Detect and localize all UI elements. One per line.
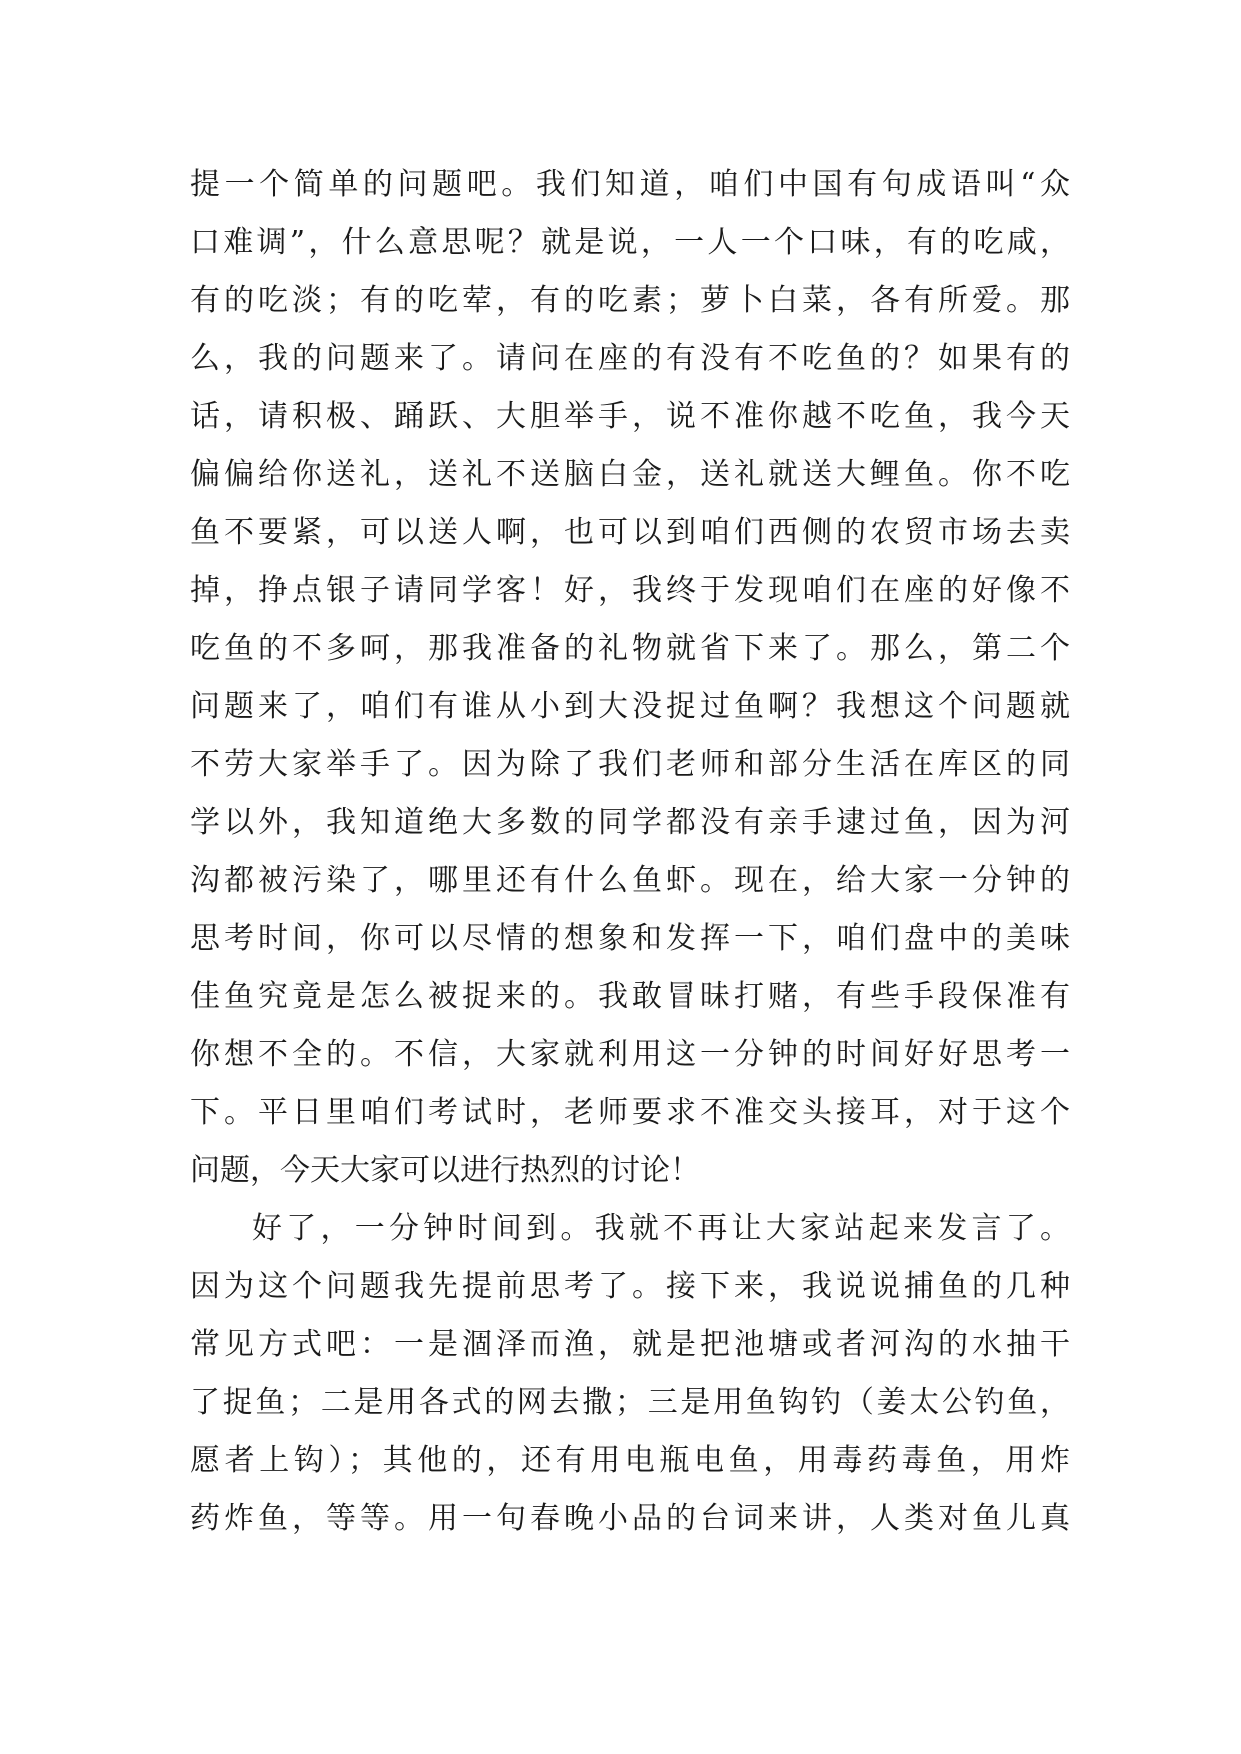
document-body [190,156,1070,1548]
text-line: 吃鱼的不多呵，那我准备的礼物就省下来了。那么，第二个 [190,631,1070,666]
text-line: 你想不全的。不信，大家就利用这一分钟的时间好好思考一 [190,1037,1070,1072]
text-line: 么，我的问题来了。请问在座的有没有不吃鱼的？如果有的 [190,341,1070,376]
text-line: 常见方式吧：一是涸泽而渔，就是把池塘或者河沟的水抽干 [190,1327,1070,1362]
text-line: 问题，今天大家可以进行热烈的讨论！ [190,1153,700,1188]
text-line: 有的吃淡；有的吃荤，有的吃素；萝卜白菜，各有所爱。那 [190,283,1070,318]
text-line: 思考时间，你可以尽情的想象和发挥一下，咱们盘中的美味 [190,921,1070,956]
paragraph [190,156,1070,1200]
text-line: 不劳大家举手了。因为除了我们老师和部分生活在库区的同 [190,747,1070,782]
text-line: 学以外，我知道绝大多数的同学都没有亲手逮过鱼，因为河 [190,805,1070,840]
paragraph [190,1200,1070,1548]
text-line: 愿者上钩）；其他的，还有用电瓶电鱼，用毒药毒鱼，用炸 [190,1443,1070,1478]
text-line: 偏偏给你送礼，送礼不送脑白金，送礼就送大鲤鱼。你不吃 [190,457,1070,492]
text-line: 鱼不要紧，可以送人啊，也可以到咱们西侧的农贸市场去卖 [190,515,1070,550]
text-line: 药炸鱼，等等。用一句春晚小品的台词来讲，人类对鱼儿真 [190,1501,1070,1536]
text-line: 下。平日里咱们考试时，老师要求不准交头接耳，对于这个 [190,1095,1070,1130]
text-line: 提一个简单的问题吧。我们知道，咱们中国有句成语叫“众 [190,167,1070,202]
text-line: 问题来了，咱们有谁从小到大没捉过鱼啊？我想这个问题就 [190,689,1070,724]
text-line: 口难调”，什么意思呢？就是说，一人一个口味，有的吃咸， [190,225,1070,260]
text-line: 话，请积极、踊跃、大胆举手，说不准你越不吃鱼，我今天 [190,399,1070,434]
text-line: 了捉鱼；二是用各式的网去撒；三是用鱼钩钓（姜太公钓鱼， [190,1385,1070,1420]
text-line: 佳鱼究竟是怎么被捉来的。我敢冒昧打赌，有些手段保准有 [190,979,1070,1014]
text-line: 好了，一分钟时间到。我就不再让大家站起来发言了。 [252,1211,1070,1246]
text-line: 因为这个问题我先提前思考了。接下来，我说说捕鱼的几种 [190,1269,1070,1304]
text-line: 沟都被污染了，哪里还有什么鱼虾。现在，给大家一分钟的 [190,863,1070,898]
text-line: 掉，挣点银子请同学客！好，我终于发现咱们在座的好像不 [190,573,1070,608]
